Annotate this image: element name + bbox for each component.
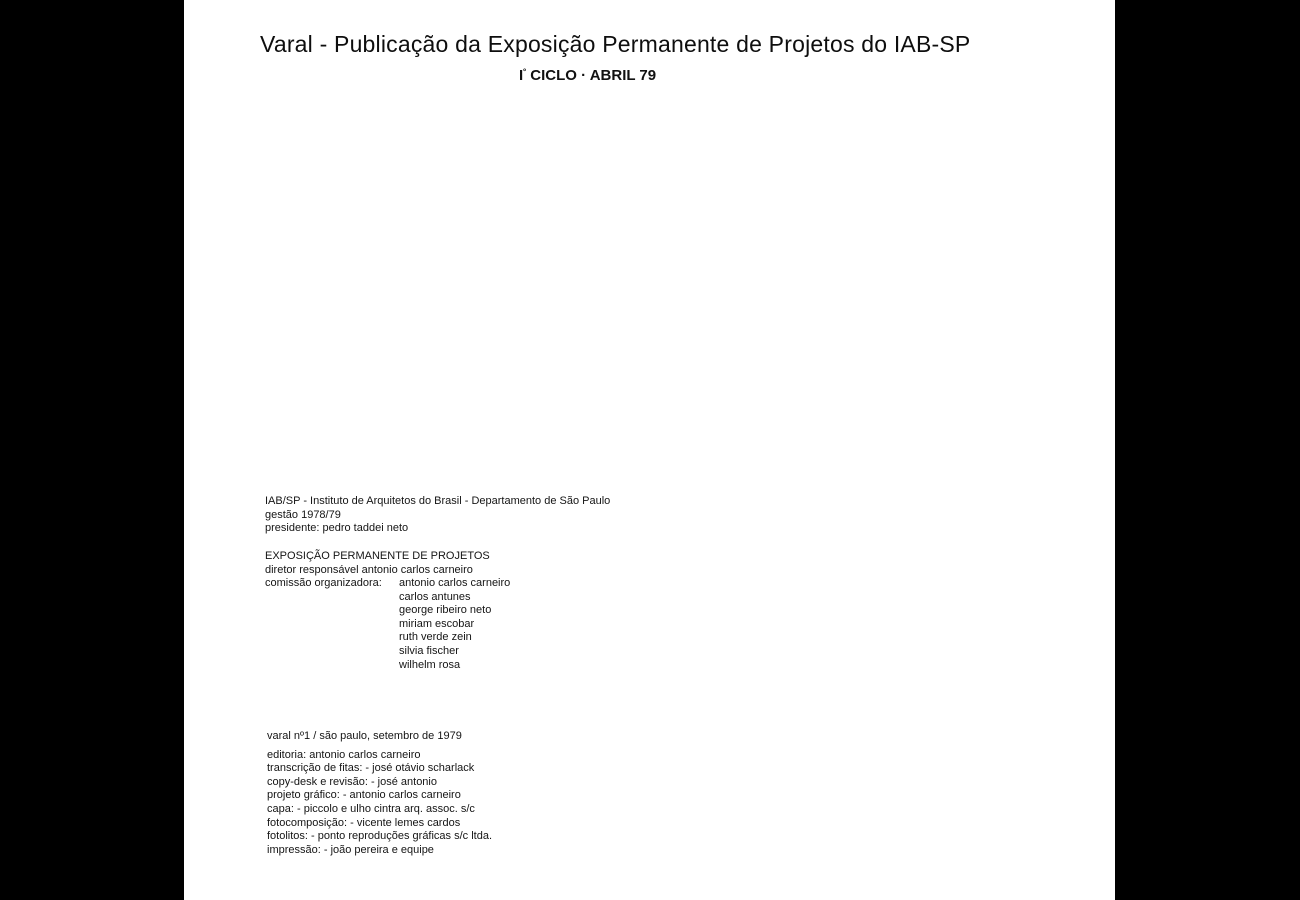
committee-member: silvia fischer (399, 644, 459, 657)
administration-period: gestão 1978/79 (265, 508, 341, 521)
credit-label: copy-desk e revisão: (267, 775, 368, 788)
cycle-ordinal-superscript: º (523, 67, 527, 76)
credit-line (267, 776, 492, 790)
credit-line (267, 749, 492, 763)
credit-line (267, 844, 492, 858)
credit-value: antonio carlos carneiro (306, 748, 421, 761)
institution-block (265, 495, 610, 536)
committee-list (399, 577, 510, 672)
credit-value: - ponto reproduções gráficas s/c ltda. (307, 830, 493, 843)
document-page (184, 0, 1115, 900)
cycle-text: CICLO · ABRIL 79 (526, 67, 657, 84)
credit-label: fotocomposição: (267, 816, 348, 829)
president-name: pedro taddei neto (319, 522, 409, 535)
committee-member: miriam escobar (399, 617, 475, 630)
credit-line (267, 803, 492, 817)
credit-value: - joão pereira e equipe (320, 843, 434, 856)
director-label: diretor responsável (265, 563, 359, 576)
president-line (265, 522, 610, 536)
credit-label: projeto gráfico: (267, 789, 340, 802)
cycle-subtitle (519, 67, 656, 84)
page-title: Varal - Publicação da Exposição Permanente de Projetos do IAB-SP (260, 31, 971, 57)
president-label: presidente: (265, 522, 320, 535)
credit-value: - piccolo e ulho cintra arq. assoc. s/c (293, 802, 475, 815)
credit-value: - josé antonio (367, 775, 437, 788)
committee-label: comissão organizadora: (265, 577, 382, 590)
committee-member: ruth verde zein (399, 631, 472, 644)
committee-member: george ribeiro neto (399, 604, 492, 617)
committee-member: antonio carlos carneiro (399, 577, 511, 589)
credits-block (267, 730, 492, 857)
director-line (265, 564, 490, 578)
credit-line (267, 789, 492, 803)
institution-name: IAB/SP - Instituto de Arquitetos do Brasil - Departamento de São Paulo (265, 495, 611, 507)
committee-member: wilhelm rosa (399, 658, 461, 671)
exposition-heading: EXPOSIÇÃO PERMANENTE DE PROJETOS (265, 550, 490, 562)
committee-member: carlos antunes (399, 590, 471, 603)
director-name: antonio carlos carneiro (358, 563, 473, 576)
credit-line (267, 762, 492, 776)
credit-value: - antonio carlos carneiro (339, 789, 461, 802)
issue-line: varal nº1 / são paulo, setembro de 1979 (267, 730, 462, 742)
cycle-ordinal: I (519, 67, 524, 84)
credit-label: editoria: (267, 748, 307, 761)
credit-line (267, 817, 492, 831)
credit-value: - vicente lemes cardos (347, 816, 461, 829)
credit-label: transcrição de fitas: (267, 762, 363, 775)
credit-label: capa: (267, 802, 294, 815)
credit-value: - josé otávio scharlack (362, 762, 475, 775)
credit-label: fotolitos: (267, 830, 308, 843)
credit-label: impressão: (267, 843, 321, 856)
credit-line (267, 830, 492, 844)
